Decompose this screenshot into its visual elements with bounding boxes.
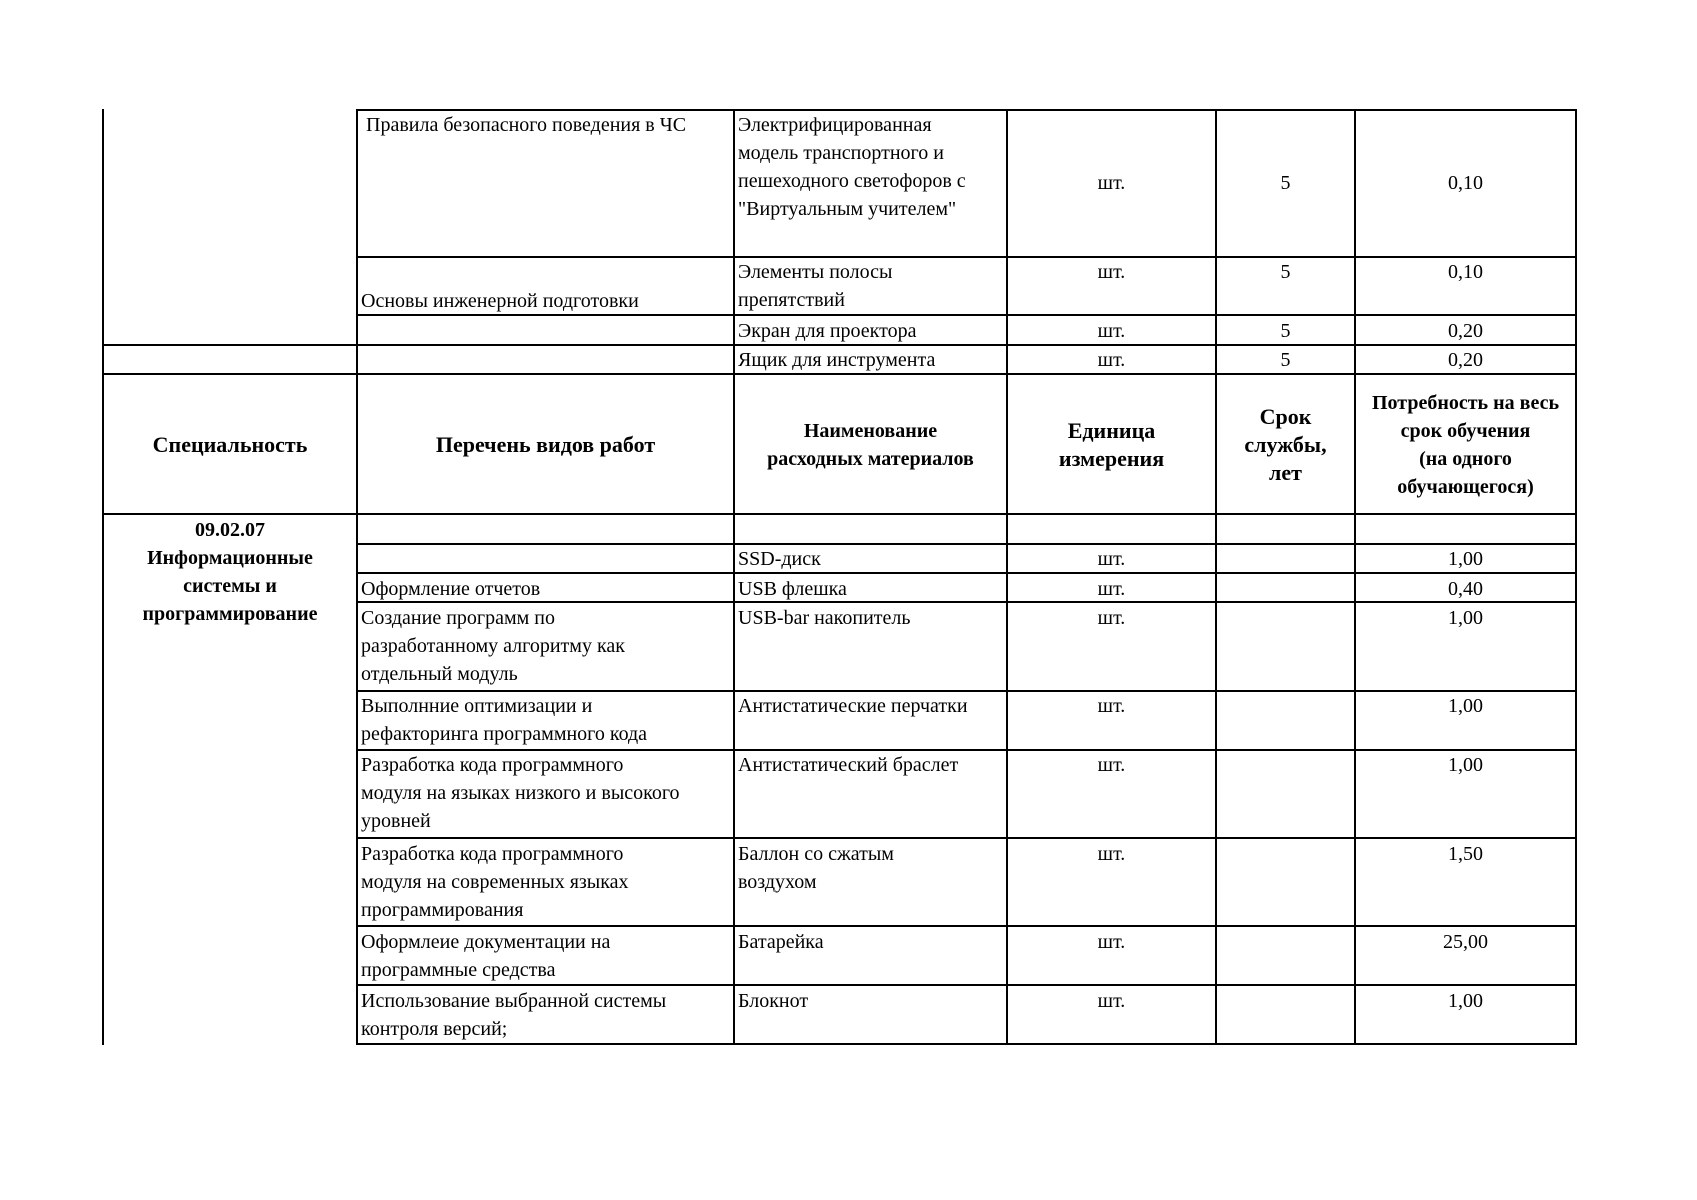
years-cell: 5	[1280, 349, 1291, 371]
vline	[356, 109, 358, 1045]
header-years: Срок службы, лет	[1244, 404, 1327, 485]
unit-cell: шт.	[1097, 607, 1126, 629]
unit-cell: шт.	[1097, 754, 1126, 776]
qty-cell: 0,10	[1448, 261, 1483, 283]
unit-cell: шт.	[1097, 931, 1126, 953]
hline	[356, 837, 1577, 839]
vline	[733, 109, 735, 1045]
material-cell: Экран для проектора	[738, 320, 917, 342]
years-cell: 5	[1280, 261, 1291, 283]
material-cell: SSD-диск	[738, 548, 821, 570]
work-cell: Оформлеие документации на программные средства	[361, 931, 611, 981]
qty-cell: 0,10	[1448, 172, 1483, 194]
unit-cell: шт.	[1097, 261, 1126, 283]
material-cell: USB-bar накопитель	[738, 607, 911, 629]
unit-cell: шт.	[1097, 843, 1126, 865]
work-cell: Основы инженерной подготовки	[361, 290, 639, 312]
material-cell: USB флешка	[738, 578, 847, 600]
vline	[1215, 109, 1217, 1045]
material-cell: Элементы полосы препятствий	[738, 261, 893, 311]
unit-cell: шт.	[1097, 349, 1126, 371]
qty-cell: 1,00	[1448, 548, 1483, 570]
vline	[1575, 109, 1577, 1045]
qty-cell: 1,00	[1448, 607, 1483, 629]
qty-cell: 0,20	[1448, 320, 1483, 342]
qty-cell: 0,40	[1448, 578, 1483, 600]
qty-cell: 1,00	[1448, 754, 1483, 776]
unit-cell: шт.	[1097, 578, 1126, 600]
years-cell: 5	[1280, 172, 1291, 194]
work-cell: Разработка кода программного модуля на языках низкого и высокого уровней	[361, 754, 680, 832]
qty-cell: 1,00	[1448, 695, 1483, 717]
specialty-cell: 09.02.07 Информационные системы и программирование	[142, 519, 318, 625]
unit-cell: шт.	[1097, 320, 1126, 342]
material-cell: Антистатические перчатки	[738, 695, 968, 717]
work-cell: Использование выбранной системы контроля версий;	[361, 990, 667, 1040]
work-cell: Правила безопасного поведения в ЧС	[366, 114, 687, 136]
hline	[356, 1043, 1577, 1045]
unit-cell: шт.	[1097, 548, 1126, 570]
header-unit: Единица измерения	[1058, 418, 1165, 471]
years-cell: 5	[1280, 320, 1291, 342]
work-cell: Разработка кода программного модуля на современных языках программирования	[361, 843, 629, 921]
unit-cell: шт.	[1097, 990, 1126, 1012]
material-cell: Баллон со сжатым воздухом	[738, 843, 894, 893]
hline	[356, 984, 1577, 986]
qty-cell: 0,20	[1448, 349, 1483, 371]
header-works: Перечень видов работ	[435, 432, 656, 457]
header-need: Потребность на весь срок обучения (на одного обучающегося)	[1371, 392, 1560, 498]
material-cell: Батарейка	[738, 931, 824, 953]
work-cell: Оформление отчетов	[361, 578, 541, 600]
unit-cell: шт.	[1097, 695, 1126, 717]
material-cell: Антистатический браслет	[738, 754, 959, 776]
header-specialty: Специальность	[152, 432, 308, 457]
unit-cell: шт.	[1097, 172, 1126, 194]
qty-cell: 1,50	[1448, 843, 1483, 865]
material-cell: Электрифицированная модель транспортного и пешеходного светофоров с "Виртуальным учителем"	[738, 114, 966, 220]
work-cell: Выполнние оптимизации и рефакторинга программного кода	[361, 695, 648, 745]
qty-cell: 25,00	[1443, 931, 1488, 953]
material-cell: Блокнот	[738, 990, 809, 1012]
qty-cell: 1,00	[1448, 990, 1483, 1012]
header-materials: Наименование расходных материалов	[767, 420, 974, 470]
work-cell: Создание программ по разработанному алгоритму как отдельный модуль	[361, 607, 625, 685]
hline	[356, 925, 1577, 927]
material-cell: Ящик для инструмента	[738, 349, 936, 371]
